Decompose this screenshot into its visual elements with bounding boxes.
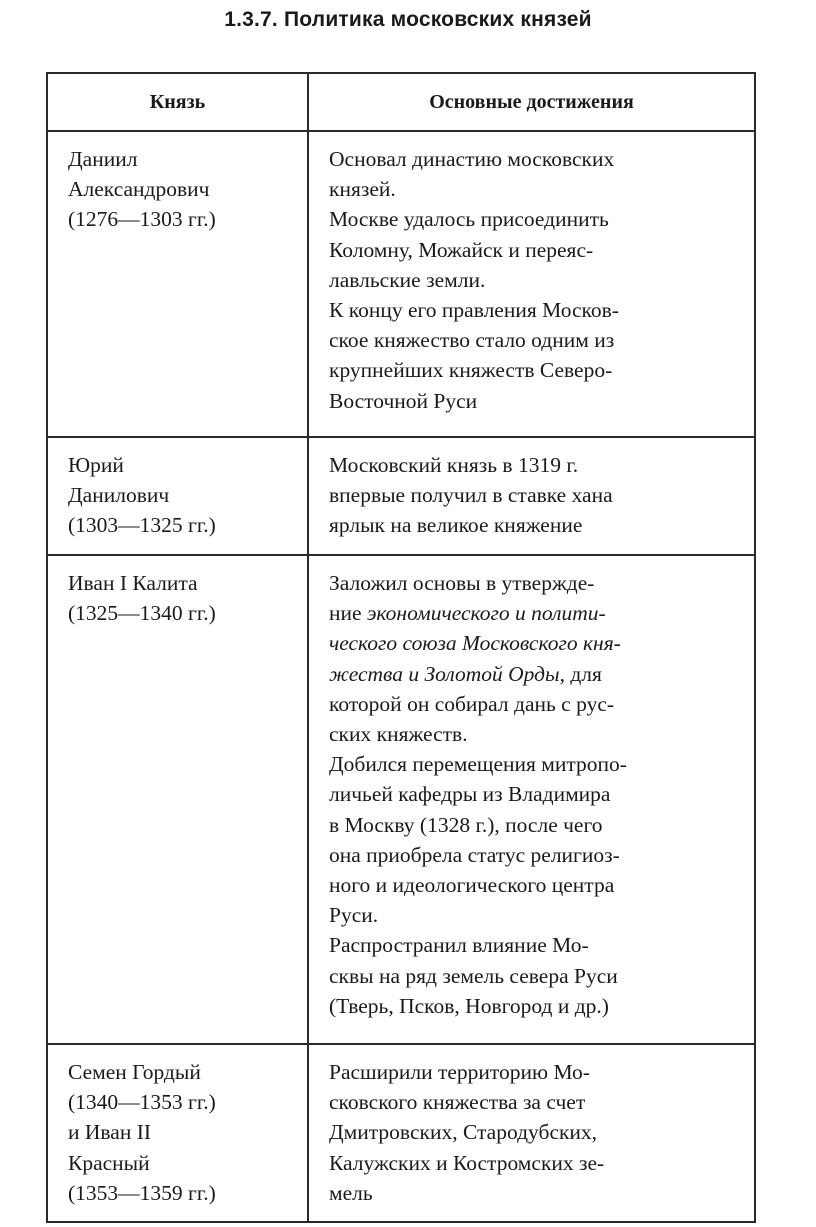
prince-years-line: (1276—1303 гг.) bbox=[68, 207, 216, 232]
achievement-italic-text: жества и Золотой Орды bbox=[329, 661, 560, 686]
achievement-line: лавльские земли. bbox=[329, 267, 486, 292]
achievement-line: она приобрела статус религиоз- bbox=[329, 842, 620, 867]
achievements-cell bbox=[308, 1044, 755, 1222]
prince-cell bbox=[47, 437, 308, 555]
achievements-cell bbox=[308, 131, 755, 437]
achievement-line: сквы на ряд земель севера Руси bbox=[329, 963, 618, 988]
achievement-line: которой он собирал дань с рус- bbox=[329, 691, 615, 716]
prince-name-line: Красный bbox=[68, 1150, 150, 1175]
achievement-line: Москве удалось присоединить bbox=[329, 207, 609, 232]
achievement-line bbox=[329, 659, 748, 689]
achievement-line: личьей кафедры из Владимира bbox=[329, 782, 611, 807]
achievement-line: (Тверь, Псков, Новгород и др.) bbox=[329, 993, 609, 1018]
achievement-line: Добился перемещения митропо- bbox=[329, 752, 627, 777]
achievement-line: ское княжество стало одним из bbox=[329, 328, 615, 353]
prince-name-line: Александрович bbox=[68, 177, 210, 202]
achievement-line: Московский князь в 1319 г. bbox=[329, 453, 579, 477]
achievement-italic-line: ческого союза Московского кня- bbox=[329, 631, 621, 656]
page-title: 1.3.7. Политика московских князей bbox=[224, 8, 592, 31]
achievement-line: в Москву (1328 г.), после чего bbox=[329, 812, 603, 837]
prince-cell bbox=[47, 131, 308, 437]
table-row bbox=[47, 437, 755, 555]
princes-table bbox=[46, 72, 756, 1223]
prince-name-line: Иван I Калита bbox=[68, 571, 198, 595]
achievement-line: Распространил влияние Мо- bbox=[329, 933, 589, 958]
achievement-line: Заложил основы в утвержде- bbox=[329, 571, 595, 595]
achievement-italic-text: экономического и полити- bbox=[366, 601, 606, 626]
prince-years-line: (1353—1359 гг.) bbox=[68, 1180, 216, 1205]
achievement-text: , для bbox=[559, 661, 602, 686]
prince-years-line: (1325—1340 гг.) bbox=[68, 601, 216, 626]
achievement-line: мель bbox=[329, 1180, 373, 1205]
prince-name-line: и Иван II bbox=[68, 1120, 152, 1145]
prince-name-line: Семен Гордый bbox=[68, 1060, 201, 1084]
table-header-row bbox=[47, 73, 755, 131]
achievement-line: сковского княжества за счет bbox=[329, 1090, 586, 1115]
achievement-line: впервые получил в ставке хана bbox=[329, 483, 613, 508]
achievement-line: Руси. bbox=[329, 903, 379, 928]
prince-years-line: (1303—1325 гг.) bbox=[68, 513, 216, 538]
achievement-line: Дмитровских, Стародубских, bbox=[329, 1120, 598, 1145]
prince-years-line: (1340—1353 гг.) bbox=[68, 1090, 216, 1115]
achievement-line bbox=[329, 598, 748, 628]
column-header-prince: Князь bbox=[47, 73, 308, 131]
achievements-cell bbox=[308, 555, 755, 1044]
achievement-line: ного и идеологического центра bbox=[329, 873, 615, 898]
prince-name-line: Данилович bbox=[68, 483, 170, 508]
column-header-achievements: Основные достижения bbox=[308, 73, 755, 131]
achievement-line: Расширили территорию Мо- bbox=[329, 1060, 590, 1084]
table-row bbox=[47, 131, 755, 437]
table-row bbox=[47, 1044, 755, 1222]
achievement-line: Основал династию московских bbox=[329, 147, 615, 171]
table-row bbox=[47, 555, 755, 1044]
prince-name-line: Юрий bbox=[68, 453, 124, 477]
prince-cell bbox=[47, 555, 308, 1044]
achievement-line: К концу его правления Москов- bbox=[329, 298, 619, 323]
prince-cell bbox=[47, 1044, 308, 1222]
achievement-line: крупнейших княжеств Северо- bbox=[329, 358, 613, 383]
achievement-text: ние bbox=[329, 601, 367, 626]
achievement-line: князей. bbox=[329, 177, 396, 202]
achievements-cell bbox=[308, 437, 755, 555]
prince-name-line: Даниил bbox=[68, 147, 138, 171]
achievement-line: ярлык на великое княжение bbox=[329, 513, 583, 538]
achievement-line: Коломну, Можайск и переяс- bbox=[329, 237, 594, 262]
achievement-line: ских княжеств. bbox=[329, 722, 468, 747]
achievement-line: Калужских и Костромских зе- bbox=[329, 1150, 605, 1175]
achievement-line: Восточной Руси bbox=[329, 388, 478, 413]
